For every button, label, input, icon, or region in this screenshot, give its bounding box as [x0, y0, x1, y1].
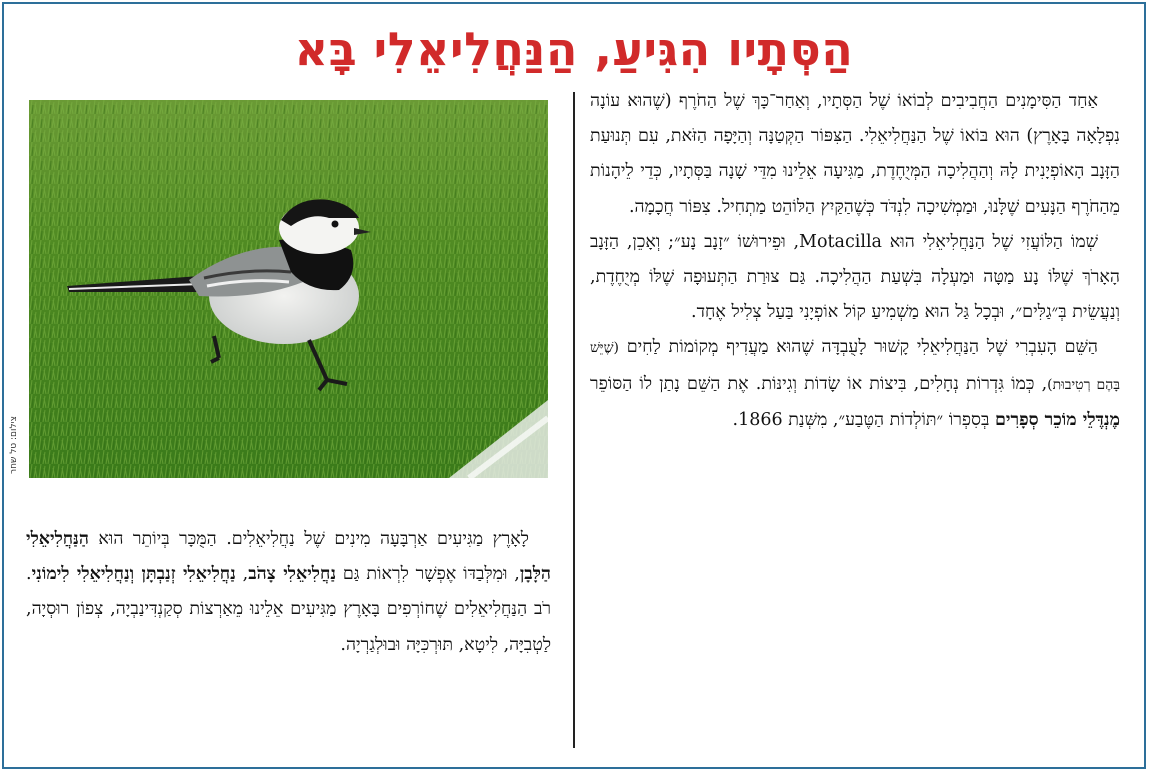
white-wagtail-bird-icon: [29, 100, 548, 478]
photo-credit: צילום: טל שחר: [9, 416, 19, 474]
paragraph-3-aside: (שֶׁיֵּשׁ בָּהֶם רְטִיבוּת): [590, 340, 1120, 393]
left-text-column: [26, 522, 551, 663]
yellow-wagtail-name: נַחֲלִיאֵלִי צָהֹב: [248, 564, 337, 585]
species-separator: ,: [235, 564, 249, 585]
right-text-column: [590, 84, 1120, 438]
paragraph-1: אַחַד הַסִּימָנִים הַחֲבִיבִים לְבוֹאוֹ שֶׁל הַסְּתָיו, וְאַחַר־כָּךְ שֶׁל הַחֹרֶף (שֶׁהוּא עוֹנָה נִפְלָאָה בָּאָרֶץ) הוּא בּוֹאוֹ שֶׁל הַנַּחֲלִיאֵלִי. הַצִּפּוֹר הַקְּטַנָּה וְהַיָּפָה הַזֹּאת, עִם תְּנוּעַת הַזָּנָב הָאוֹפְיָנִית לָהּ וְהַהֲלִיכָה הַמְּיֻחֶדֶת, מַגִּיעָה אֵלֵינוּ מִדֵּי שָׁנָה בַּסְּתָיו, כְּדֵי לֵיהָנוֹת מֵהַחֹרֶף הַנָּעִים שֶׁלָּנוּ, וּמַמְשִׁיכָה לִנְדֹּד כְּשֶׁהַקַּיִץ הַלּוֹהֵט מַתְחִיל. צִפּוֹר חֲכָמָה.: [590, 91, 1120, 217]
column-divider: [573, 92, 575, 748]
paragraph-3-part-a: הַשֵּׁם הָעִבְרִי שֶׁל הַנַּחֲלִיאֵלִי קָשׁוּר לָעֻבְדָּה שֶׁהוּא מַעֲדִיף מְקוֹמוֹת לַחִים: [618, 337, 1098, 358]
white-wagtail-name: הַנַּחֲלִיאֵלִי הַלָּבָן: [26, 529, 551, 585]
species-paragraph: [26, 522, 551, 663]
article-frame: [2, 2, 1146, 769]
author-name: מֶנְדֶּלֵי מוֹכֵר סְפָרִים: [994, 409, 1120, 430]
paragraph-3: [590, 330, 1120, 438]
wagtail-photo: [29, 100, 548, 478]
paragraph-3-part-c: בְּסִפְרוֹ ״תּוֹלְדוֹת הַטֶּבַע״, מִשְּׁנַת 1866.: [732, 409, 995, 430]
paragraph-2: שְׁמוֹ הַלּוֹעֲזִי שֶׁל הַנַּחֲלִיאֵלִי הוּא Motacilla, וּפֵירוּשׁוֹ ״זָנָב נָע״; וְאָכֵן, הַזָּנָב הָאָרֹךְ שֶׁלּוֹ נָע מַטָּה וּמַעְלָה בִּשְׁעַת הַהֲלִיכָה. גַּם צוּרַת הַתְּעוּפָה שֶׁלּוֹ מְיֻחֶדֶת, וְנַעֲשֵׂית בְּ״גַלִּים״, וּבְכָל גַּל הוּא מַשְׁמִיעַ קוֹל אוֹפְיָנִי בַּעַל צְלִיל אֶחָד.: [590, 231, 1120, 323]
species-text-1: לָאָרֶץ מַגִּיעִים אַרְבָּעָה מִינִים שֶׁל נַחֲלִיאֵלִים. הַמֻּכָּר בְּיוֹתֵר הוּא: [88, 529, 529, 549]
species-text-3: . רֹב הַנַּחֲלִיאֵלִים שֶׁחוֹרְפִים בָּאָרֶץ מַגִּיעִים אֵלֵינוּ מֵאַרְצוֹת סְקַנְדִּינַבְיָה, צְפוֹן רוּסְיָה, לַטְבִיָּה, לִיטָא, תּוּרְכִּיָּה וּבוּלְגַרְיָה.: [26, 564, 551, 655]
article-title: הַסְּתָיו הִגִּיעַ, הַנַּחֲלִיאֵלִי בָּא: [294, 22, 854, 76]
paragraph-3-part-b: , כְּמוֹ גִּדְרוֹת נְחָלִים, בִּיצוֹת אוֹ שָׂדוֹת וְגִינּוֹת. אֶת הַשֵּׁם נָתַן לוֹ הַסּוֹפֵר: [590, 373, 1048, 394]
species-text-2: , וּמִלְּבַדּוֹ אֶפְשָׁר לִרְאוֹת גַּם: [336, 564, 520, 585]
other-wagtails-names: נַחֲלִיאֵלִי זְנַבְתָּן וְנַחֲלִיאֵלִי לִימוֹנִי: [31, 564, 236, 585]
